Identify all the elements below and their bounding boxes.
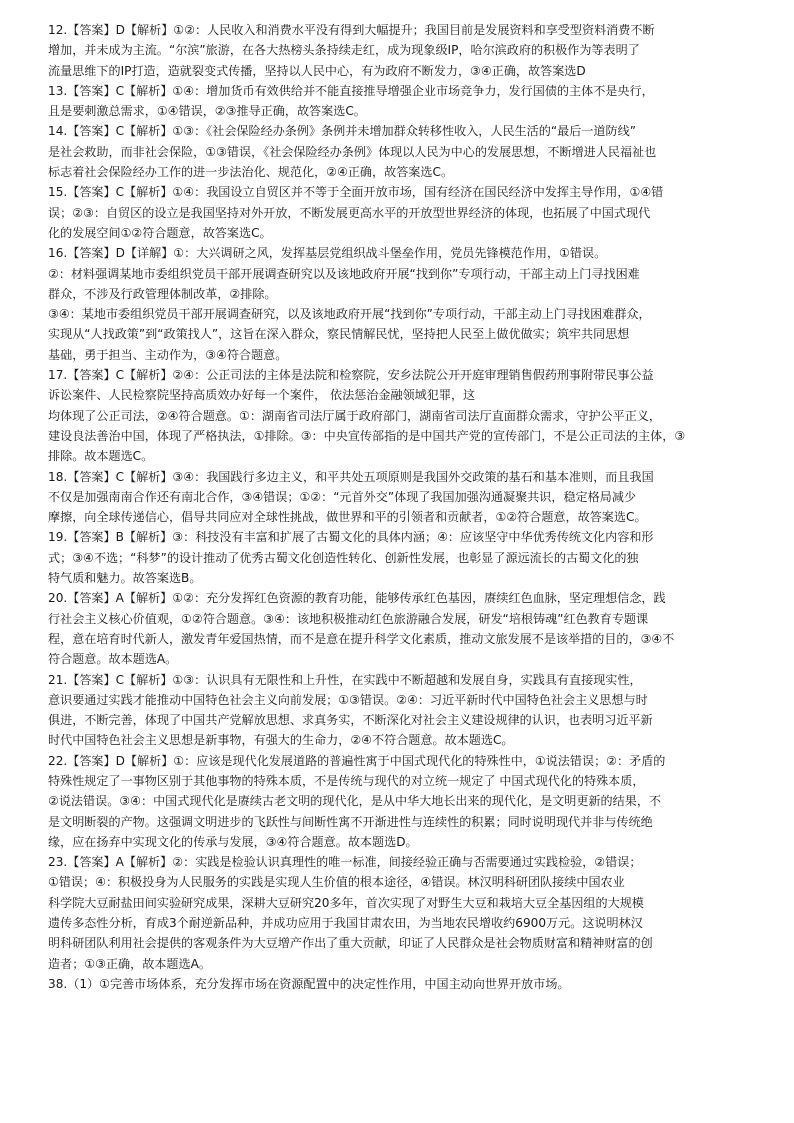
text-line: 均体现了公正司法，②④符合题意。①：湖南省司法厅属于政府部门，湖南省司法厅直面群众需求，守护公平正义， xyxy=(48,408,662,423)
text-line: 排除。故本题选C。 xyxy=(48,449,154,464)
text-line: 遗传多态性分析，育成3个耐逆新品种，并成功应用于我国甘肃农田，为当地农民增收约6900万元。这说明林汉 xyxy=(48,916,643,931)
text-line: 且是要刺激总需求，①④错误，②③推导正确，故答案选C。 xyxy=(48,104,366,119)
text-line: ②：材料强调某地市委组织党员干部开展调查研究以及该地政府开展“找到你”专项行动，干部主动上门寻找困难 xyxy=(48,266,640,281)
text-line: 23.【答案】A【解析】②：实践是检验认识真理性的唯一标准，间接经验正确与否需要通过实践检验，②错误； xyxy=(48,855,642,870)
text-line: 20.【答案】A【解析】①②：充分发挥红色资源的教育功能，能够传承红色基因，赓续红色血脉，坚定理想信念，践 xyxy=(48,591,666,606)
text-line: 意识要通过实践才能推动中国特色社会主义向前发展；①③错误。②④：习近平新时代中国特色社会主义思想与时 xyxy=(48,692,648,707)
text-line: 行社会主义核心价值观，①②符合题意。③④：该地积极推动红色旅游融合发展，研发“培根铸魂”红色教育专题课 xyxy=(48,611,649,626)
text-line: 群众，不涉及行政管理体制改革，②排除。 xyxy=(48,286,277,301)
text-line: 是文明断裂的产物。这强调文明进步的飞跃性与间断性寓不开渐进性与连续性的积累；同时说明现代并非与传统绝 xyxy=(48,814,653,829)
text-line: 误；②③：自贸区的设立是我国坚持对外开放，不断发展更高水平的开放型世界经济的体现，也拓展了中国式现代 xyxy=(48,205,651,220)
text-line: 特气质和魅力。故答案选B。 xyxy=(48,571,202,586)
text-line: 式；③④不选；“科梦”的设计推动了优秀古蜀文化创造性转化、创新性发展，也彰显了源远流长的古蜀文化的独 xyxy=(48,550,639,565)
text-line: 建设良法善治中国，体现了严格执法，①排除。③：中央宣传部指的是中国共产党的宣传部门，不是公正司法的主体，③ xyxy=(48,428,686,443)
text-line: 特殊性规定了一事物区别于其他事物的特殊本质，不是传统与现代的对立统一规定了 中国式现代化的特殊本质， xyxy=(48,773,645,788)
text-line: 时代中国特色社会主义思想是新事物，有强大的生命力，②④不符合题意。故本题选C。 xyxy=(48,733,514,748)
text-line: 14.【答案】C【解析】①③：《社会保险经办条例》条例并未增加群众转移性收入，人民生活的“最后一道防线” xyxy=(48,124,636,139)
text-line: 22.【答案】D【解析】①：应该是现代化发展道路的普遍性寓于中国式现代化的特殊性中，①说法错误；②：矛盾的 xyxy=(48,753,666,768)
text-line: 流量思维下的IP打造，造就裂变式传播，坚持以人民中心，有为政府不断发力，③④正确，故答案选D xyxy=(48,63,586,78)
text-line: 明科研团队利用社会提供的客观条件为大豆增产作出了重大贡献，印证了人民群众是社会物质财富和精神财富的创 xyxy=(48,936,653,951)
text-line: 化的发展空间①②符合题意，故答案选C。 xyxy=(48,225,272,240)
text-line: 12.【答案】D【解析】①②：人民收入和消费水平没有得到大幅提升；我国目前是发展资料和享受型资料消费不断 xyxy=(48,23,655,37)
text-line: 摩擦，向全球传递信心，倡导共同应对全球性挑战，做世界和平的引领者和贡献者，①②符合题意，故答案选C。 xyxy=(48,510,647,525)
text-line: 符合题意。故本题选A。 xyxy=(48,652,178,667)
text-line: 13.【答案】C【解析】①④：增加货币有效供给并不能直接推导增强企业市场竞争力，发行国债的主体不是央行， xyxy=(48,83,654,98)
text-line: ②说法错误。③④：中国式现代化是赓续古老文明的现代化，是从中华大地长出来的现代化，是文明更新的结果，不 xyxy=(48,794,662,809)
text-line: 19.【答案】B【解析】③：科技没有丰富和扩展了古蜀文化的具体内涵；④：应该坚守中华优秀传统文化内容和形 xyxy=(48,530,654,545)
text-line: 38.（1）①完善市场体系，充分发挥市场在资源配置中的决定性作用，中国主动向世界开放市场。 xyxy=(48,976,570,991)
text-line: 16.【答案】D【详解】①：大兴调研之风，发挥基层党组织战斗堡垒作用，党员先锋模范作用，①错误。 xyxy=(48,246,607,261)
text-line: 15.【答案】C【解析】①④：我国设立自贸区并不等于全面开放市场，国有经济在国民经济中发挥主导作用，①④错 xyxy=(48,185,664,200)
text-line: ①错误；④：积极投身为人民服务的实践是实现人生价值的根本途径，④错误。林汉明科研团队接续中国农业 xyxy=(48,875,625,890)
text-line: 21.【答案】C【解析】①③：认识具有无限性和上升性，在实践中不断超越和发展自身，实践具有直接现实性， xyxy=(48,672,642,687)
text-line: 程，意在培育时代新人，激发青年爱国热情，而不是意在提升科学文化素质，推动文旅发展不是该举措的目的，③④不 xyxy=(48,631,675,646)
text-line: 基础，勇于担当、主动作为，③④符合题意。 xyxy=(48,347,288,362)
text-line: 实现从“人找政策”到“政策找人”，这旨在深入群众，察民情解民忧，坚持把人民至上做优做实；筑牢共同思想 xyxy=(48,327,630,342)
text-line: ③④：某地市委组织党员干部开展调查研究，以及该地政府开展“找到你”专项行动，干部主动上门寻找困难群众， xyxy=(48,307,651,322)
text-line: 增加，并未成为主流。“尔滨”旅游，在各大热榜头条持续走红，成为现象级IP，哈尔滨政府的积极作为等表明了 xyxy=(48,43,640,58)
text-line: 诉讼案件、人民检察院坚持高质效办好每一个案件， 依法惩治金融领域犯罪，这 xyxy=(48,388,476,403)
text-line: 造者；①③正确，故本题选A。 xyxy=(48,956,211,971)
text-line: 不仅是加强南南合作还有南北合作，③④错误；①②：“元首外交”体现了我国加强沟通凝聚共识，稳定格局减少 xyxy=(48,489,637,504)
answer-text-body xyxy=(48,20,774,994)
text-line: 缘，应在扬弃中实现文化的传承与发展，③④符合题意。故本题选D。 xyxy=(48,834,418,849)
text-line: 俱进，不断完善，体现了中国共产党解放思想、求真务实，不断深化对社会主义建设规律的认识，也表明习近平新 xyxy=(48,713,653,728)
text-line: 标志着社会保险经办工作的进一步法治化、规范化，②④正确，故答案选C。 xyxy=(48,165,454,180)
text-line: 18.【答案】C【解析】③④：我国践行多边主义，和平共处五项原则是我国外交政策的基石和基本准则，而且我国 xyxy=(48,469,654,484)
text-line: 是社会救助，而非社会保险，①③错误，《社会保险经办条例》体现以人民为中心的发展思想，不断增进人民福祉也 xyxy=(48,144,657,159)
text-line: 17.【答案】C【解析】②④：公正司法的主体是法院和检察院，安乡法院公开开庭审理销售假药刑事附带民事公益 xyxy=(48,368,654,383)
text-line: 科学院大豆耐盐田间实验研究成果，深耕大豆研究20多年，首次实现了对野生大豆和栽培大豆全基因组的大规模 xyxy=(48,895,644,910)
